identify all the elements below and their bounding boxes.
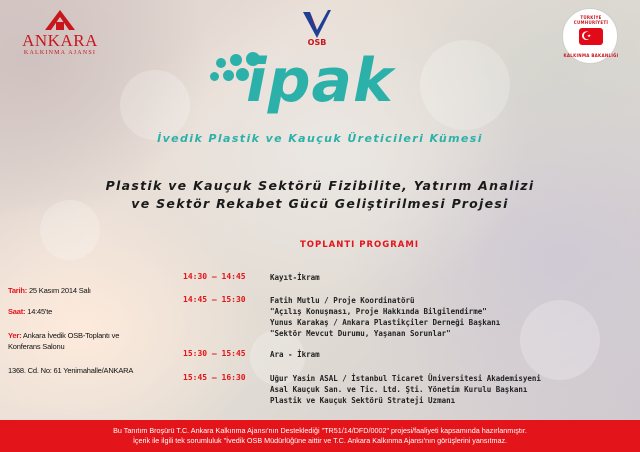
ipak-logo bbox=[206, 46, 416, 122]
ipak-dot bbox=[223, 70, 234, 81]
project-title-line-1: Plastik ve Kauçuk Sektörü Fizibilite, Yatırım Analizi bbox=[105, 178, 535, 193]
ipak-wordmark: ipak bbox=[246, 46, 394, 116]
address-info bbox=[8, 365, 133, 376]
bokeh-circle bbox=[420, 40, 510, 130]
schedule-line: Fatih Mutlu / Proje Koordinatörü bbox=[270, 296, 415, 305]
cluster-name: İvedik Plastik ve Kauçuk Üreticileri Kümesi bbox=[157, 132, 483, 145]
footer-disclaimer bbox=[0, 420, 640, 452]
bokeh-circle bbox=[120, 70, 190, 140]
schedule-time: 14:45 – 15:30 bbox=[183, 295, 246, 304]
place-label: Yer: bbox=[8, 331, 22, 340]
schedule-line: Uğur Yasin ASAL / İstanbul Ticaret Üniversitesi Akademisyeni bbox=[270, 374, 541, 383]
ankara-logo-subtitle: KALKINMA AJANSI bbox=[23, 50, 97, 56]
ankara-logo-name: ANKARA bbox=[22, 31, 98, 50]
ankara-kalkinma-logo bbox=[14, 10, 106, 57]
schedule-line: "Açılış Konuşması, Proje Hakkında Bilgilendirme" bbox=[270, 307, 487, 316]
osb-check-icon bbox=[300, 10, 334, 40]
place-info bbox=[8, 330, 119, 352]
place-value-2: Konferans Salonu bbox=[8, 342, 65, 351]
address: 1368. Cd. No: 61 Yenimahalle/ANKARA bbox=[8, 366, 134, 375]
place-value: Ankara İvedik OSB-Toplantı ve bbox=[21, 331, 120, 340]
schedule-time: 14:30 – 14:45 bbox=[183, 272, 246, 281]
project-title bbox=[60, 177, 580, 213]
schedule-text bbox=[270, 295, 630, 339]
schedule-line: Plastik ve Kauçuk Sektörü Strateji Uzmanı bbox=[270, 396, 456, 405]
date-value: 25 Kasım 2014 Salı bbox=[27, 286, 91, 295]
date-label: Tarih: bbox=[8, 286, 28, 295]
project-title-line-2: ve Sektör Rekabet Gücü Geliştirilmesi Projesi bbox=[131, 196, 509, 211]
osb-logo-label: OSB bbox=[307, 38, 327, 47]
schedule-time: 15:45 – 16:30 bbox=[183, 373, 246, 382]
schedule-text bbox=[270, 349, 630, 360]
schedule-line: "Sektör Mevcut Durumu, Yaşanan Sorunlar" bbox=[270, 329, 451, 338]
schedule-line: Yunus Karakaş / Ankara Plastikçiler Derneği Başkanı bbox=[270, 318, 501, 327]
schedule-time: 15:30 – 15:45 bbox=[183, 349, 246, 358]
time-info bbox=[8, 306, 52, 317]
footer-line-2: İçerik ile ilgili tek sorumluluk "İvedik OSB Müdürlüğüne aittir ve T.C. Ankara Kalkınma Ajansı'nın görüşlerini yansıtmaz. bbox=[132, 436, 508, 445]
program-heading: TOPLANTI PROGRAMI bbox=[300, 240, 420, 250]
date-info bbox=[8, 285, 91, 296]
schedule-line: Ara - İkram bbox=[270, 350, 320, 359]
turkish-flag-icon: ☪ bbox=[579, 28, 603, 45]
schedule-text bbox=[270, 373, 630, 406]
time-value: 14:45'te bbox=[25, 307, 53, 316]
tc-kalkinma-bakanligi-logo bbox=[562, 8, 618, 64]
ipak-dot bbox=[216, 58, 226, 68]
schedule-line: Asal Kauçuk San. ve Tic. Ltd. Şti. Yönetim Kurulu Başkanı bbox=[270, 385, 528, 394]
ipak-dot bbox=[210, 72, 219, 81]
ipak-dot bbox=[230, 54, 242, 66]
tc-logo-bottom-text: KALKINMA BAKANLIĞI bbox=[563, 53, 619, 58]
footer-line-1: Bu Tanıtım Broşürü T.C. Ankara Kalkınma Ajansı'nın Desteklediği "TR51/14/DFD/0002" projesi/faaliyeti kapsamında hazırlanmıştır. bbox=[113, 426, 527, 435]
ankara-mark-icon bbox=[45, 10, 75, 30]
time-label: Saat: bbox=[8, 307, 26, 316]
tc-logo-top-text: TÜRKİYE CUMHURİYETİ bbox=[573, 15, 609, 25]
osb-logo bbox=[300, 10, 334, 48]
schedule-text bbox=[270, 272, 630, 283]
schedule-line: Kayıt-İkram bbox=[270, 273, 320, 282]
